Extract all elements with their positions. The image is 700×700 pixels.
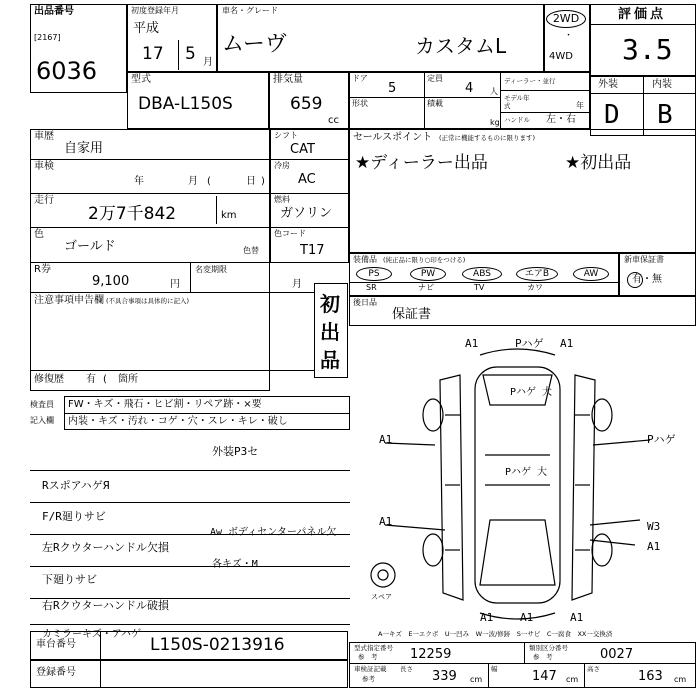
- spec-number: 12259: [410, 647, 452, 662]
- length: 339: [432, 669, 457, 684]
- handle: 左・右: [546, 114, 576, 125]
- chassis: L150S-0213916: [150, 635, 285, 655]
- selling-sub: (正常に機能するものに限ります): [439, 134, 536, 142]
- r-value: 9,100: [92, 274, 130, 289]
- mark-2: Pハゲ: [515, 337, 544, 350]
- hw-note-right-2: 各キズ・M: [212, 559, 258, 570]
- inspector-label-2: 記入欄: [30, 416, 54, 425]
- mark-5: A1: [379, 433, 393, 446]
- selling-point-1: ★ディーラー出品: [355, 153, 488, 173]
- exterior-label: 外装: [598, 79, 618, 90]
- lot-sub: [2167]: [34, 33, 61, 42]
- inspect-month: 月: [188, 176, 198, 187]
- reg-number-label: 登録番号: [36, 667, 76, 678]
- equip-pw: PW: [410, 267, 446, 281]
- name-change-label: 名変期限: [195, 265, 227, 274]
- inspect-label: 車検: [34, 161, 54, 172]
- spec-number-sub: 参 考: [358, 653, 378, 661]
- colorcode-label: 色コード: [274, 229, 306, 238]
- drive-4wd: 4WD: [549, 51, 573, 62]
- regnum-box: [30, 660, 348, 688]
- inspector-row-1: FW・キズ・飛石・ヒビ割・リペア跡・×要: [68, 399, 262, 410]
- cert-label: 車検証記載: [354, 665, 387, 673]
- equip-ps: PS: [356, 267, 392, 281]
- equipment-sub: (純正品に限り○印をつける): [383, 256, 466, 264]
- hw-note-1: RスポアハゲЯ: [42, 479, 110, 492]
- equipment-label: 装備品: [353, 255, 377, 264]
- mark-7: Pハゲ 大: [505, 467, 548, 478]
- ac-label: 冷房: [274, 161, 290, 170]
- diagram-legend: A一キズ E一エクボ U一凹み W一波/修跡 S一サビ C一腐食 XX一交換済: [378, 630, 613, 638]
- inspect-year: 年: [134, 176, 144, 187]
- warranty: 有・無: [632, 274, 662, 285]
- model-year-label: モデル年式: [504, 94, 530, 110]
- mark-8: A1: [379, 515, 393, 528]
- car-side-left: [440, 375, 463, 600]
- model: DBA-L150S: [138, 94, 233, 114]
- month-unit: 月: [203, 57, 213, 68]
- selling-label: セールスポイント: [353, 132, 433, 143]
- mark-12: A1: [520, 611, 534, 624]
- width-unit: cm: [566, 675, 579, 684]
- first-stamp: 初出品: [320, 292, 340, 372]
- year-unit: 年: [576, 101, 584, 110]
- doors: 5: [388, 81, 397, 96]
- equip-navi: ナビ: [418, 283, 434, 292]
- name-label: 車名・グレード: [222, 6, 278, 15]
- repair-unit: 箇所: [118, 374, 138, 385]
- model-label: 型式: [131, 74, 151, 85]
- load-label: 積載: [427, 99, 443, 108]
- color: ゴールド: [64, 239, 116, 254]
- car-diagram: [365, 335, 695, 625]
- exterior-grade: D: [604, 100, 620, 130]
- name-change-unit: 月: [292, 279, 302, 290]
- equip-tv: TV: [474, 283, 485, 292]
- reg-label: 初度登録年月: [131, 6, 179, 15]
- score-label: 評価点: [618, 7, 667, 22]
- equip-leather: カワ: [527, 283, 543, 292]
- mark-1: A1: [465, 337, 479, 350]
- fuel: ガソリン: [280, 206, 333, 221]
- height-unit: cm: [674, 675, 687, 684]
- hw-note-2: F/R廻りサビ: [42, 510, 106, 523]
- history-label: 車歴: [34, 131, 54, 142]
- door-label: ドア: [352, 74, 368, 83]
- score: 3.5: [622, 33, 673, 66]
- car-side-right: [572, 375, 595, 600]
- drive-2wd: 2WD: [546, 10, 586, 28]
- interior-grade: B: [657, 100, 673, 130]
- hw-note-right-1: Aw ボディセンターパネル欠: [210, 527, 337, 538]
- mark-11: A1: [480, 611, 494, 624]
- selling-point-2: ★初出品: [565, 153, 632, 173]
- repair-label: 修復歴: [34, 374, 64, 385]
- equip-airbag: エアB: [516, 267, 558, 281]
- grade: カスタムL: [415, 34, 507, 58]
- category-label: 類別区分番号: [529, 644, 568, 652]
- hw-exterior: 外装P3セ: [212, 445, 259, 458]
- notes-label: 注意事項申告欄: [34, 295, 104, 306]
- cc-unit: cc: [328, 115, 339, 126]
- r-label: R券: [34, 264, 51, 275]
- r-unit: 円: [170, 279, 180, 290]
- cc-label: 排気量: [273, 74, 303, 85]
- cc: 659: [290, 94, 323, 114]
- mark-13: A1: [570, 611, 584, 624]
- lot-label: 出品番号: [34, 6, 74, 17]
- hw-note-4: 下廻りサビ: [42, 573, 97, 586]
- history: 自家用: [64, 141, 104, 156]
- reg-year: 17: [142, 44, 164, 64]
- load-unit: kg: [490, 118, 500, 127]
- cert-sub: 参考: [362, 675, 375, 683]
- height: 163: [638, 669, 663, 684]
- warranty-circle: [627, 272, 643, 288]
- equip-abs: ABS: [462, 267, 502, 281]
- lot-number: 6036: [36, 57, 98, 85]
- mark-3: A1: [560, 337, 574, 350]
- equip-sr: SR: [366, 283, 377, 292]
- left-info-box: [30, 129, 270, 391]
- length-unit: cm: [470, 675, 483, 684]
- hw-note-5: 右Rクウターハンドル破損: [42, 599, 169, 612]
- mark-4: Pハゲ 大: [510, 387, 553, 398]
- length-label: 長さ: [400, 665, 413, 673]
- capacity: 4: [465, 81, 474, 96]
- repair-value: 有: [86, 374, 96, 385]
- inspector-label-1: 検査員: [30, 400, 54, 409]
- interior-label: 内装: [652, 79, 672, 90]
- mileage: 2万7千842: [88, 204, 177, 224]
- fuel-label: 燃料: [274, 195, 290, 204]
- height-label: 高さ: [587, 665, 600, 673]
- width-label: 幅: [491, 665, 498, 673]
- cap-label: 定員: [427, 74, 443, 83]
- color-label: 色: [34, 229, 44, 240]
- equip-aw: AW: [573, 267, 609, 281]
- mark-9: W3: [647, 520, 661, 533]
- hw-note-6: カミラーキズ・アハゲ: [42, 629, 141, 640]
- hw-note-3: 左Rクウターハンドル欠損: [42, 541, 169, 554]
- after-value: 保証書: [392, 307, 432, 322]
- recolor-label: 色替: [243, 246, 259, 255]
- spec-number-label: 型式指定番号: [354, 644, 393, 652]
- era: 平成: [133, 21, 160, 36]
- warranty-label: 新車保証書: [624, 255, 664, 264]
- width: 147: [532, 669, 557, 684]
- inspector-row-2: 内装・キズ・汚れ・コゲ・穴・スレ・キレ・破し: [68, 416, 288, 427]
- shift: CAT: [290, 142, 315, 157]
- after-label: 後日品: [353, 298, 377, 307]
- spare-label: スペア: [371, 593, 392, 601]
- colorcode: T17: [300, 243, 325, 258]
- mark-10: A1: [647, 540, 661, 553]
- notes-sub: (不具合事項は具体的に記入): [106, 297, 190, 305]
- auction-sheet: 出品番号 [2167] 6036 初度登録年月 平成 17 5 月 車名・グレード ムーヴ カスタムL 2WD ・ 4WD 評価点 3.5 外装 内装 D B 型式 DBA-L150S 排気量 659 cc ドア 5 定員 4 人 形状 積載 kg ディーラー・並行 モデル年式 年 ハンドル 左・右 車歴 自家用 車検 年 月 ( 日 ) 走行 2万7千842 km 色 ゴールド 色替 R券 9,100 円 名変期限 月 注意事項申告欄 (不具合事項は具体的に記入) 初出品 修復歴 有 ( 箇所 シフト CAT 冷房 AC 燃料 ガソリン 色コード T17 セールスポイント (正常に機能するものに限ります) ★ディーラー出品 ★初出品 装備品 (純正品に限り○印をつける) PS PW ABS エアB AW SR ナビ TV カワ 新車保証書 有・無 後日品 保証書 検査員 記入欄 FW・キズ・飛石・ヒビ割・リペア跡・×要 内装・キズ・汚れ・コゲ・穴・スレ・キレ・破し 外装P3セ RスポアハゲЯ F/R廻りサビ 左Rクウターハンドル欠損 下廻りサビ 右Rクウターハンドル破損 カミラーキズ・アハゲ Aw ボディセンターパネル欠 各キズ・M スペア A1 Pハゲ A1 Pハゲ 大 A1 Pハゲ Pハゲ 大 A1 W3 A1 A1 A1 A1 A一キズ E一エクボ U一凹み W一波/修跡 S一サビ C一腐食 XX一交換済 車台番号 L150S-0213916 登録番号 型式指定番号 参 考 12259 類別区分番号 参 考 0027 車検証記載 参考 長さ 339 cm 幅 147 cm 高さ 163 cm: [0, 0, 700, 700]
- mark-6: Pハゲ: [647, 433, 676, 446]
- shape-label: 形状: [352, 99, 368, 108]
- inspect-day: 日: [246, 176, 256, 187]
- car-name: ムーヴ: [222, 32, 287, 57]
- category-sub: 参 考: [533, 653, 553, 661]
- reg-month: 5: [185, 44, 196, 64]
- cap-unit: 人: [490, 87, 498, 96]
- mileage-label: 走行: [34, 195, 54, 206]
- shift-label: シフト: [274, 131, 298, 140]
- dealer-label: ディーラー・並行: [504, 77, 556, 85]
- mileage-unit: km: [221, 210, 237, 221]
- selling-box: [349, 129, 696, 253]
- ac: AC: [298, 172, 316, 187]
- category-number: 0027: [600, 647, 634, 662]
- chassis-label: 車台番号: [36, 639, 76, 650]
- handle-label: ハンドル: [504, 116, 530, 124]
